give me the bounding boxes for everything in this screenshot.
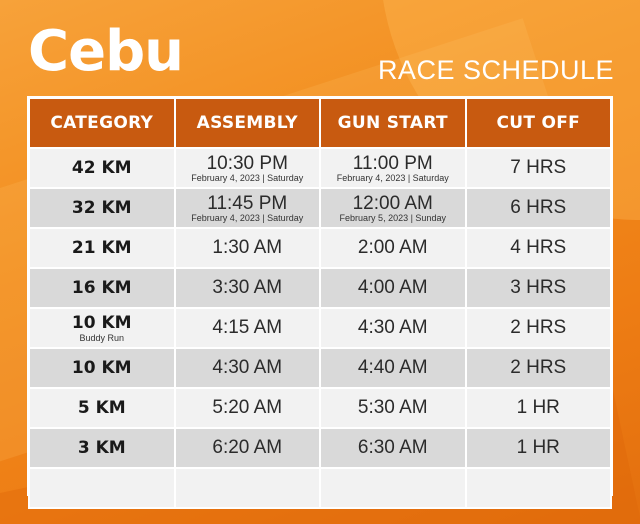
- gun-start-cell: [320, 148, 466, 188]
- cut-off-cell: 1 HR: [466, 428, 612, 468]
- gun-start-date: February 5, 2023 | Sunday: [339, 212, 446, 223]
- cut-off-cell: 3 HRS: [466, 268, 612, 308]
- assembly-time: 11:45 PM: [207, 192, 288, 214]
- assembly-date: February 4, 2023 | Saturday: [191, 212, 304, 223]
- table-row: [29, 388, 611, 428]
- assembly-cell: [175, 188, 321, 228]
- assembly-cell: 3:30 AM: [175, 268, 321, 308]
- empty-cell: [175, 468, 321, 508]
- assembly-cell: 5:20 AM: [175, 388, 321, 428]
- schedule-table: [27, 96, 613, 496]
- gun-start-time: 12:00 AM: [352, 192, 433, 214]
- category-cell: [29, 148, 175, 188]
- assembly-cell: 4:15 AM: [175, 308, 321, 348]
- gun-start-cell: 4:30 AM: [320, 308, 466, 348]
- category-value: 32 KM: [71, 197, 132, 218]
- assembly-cell: [175, 148, 321, 188]
- category-cell: [29, 308, 175, 348]
- cut-off-cell: 6 HRS: [466, 188, 612, 228]
- category-note: Buddy Run: [79, 332, 125, 343]
- table-row: [29, 148, 611, 188]
- table-row: [29, 348, 611, 388]
- gun-start-cell: 6:30 AM: [320, 428, 466, 468]
- category-cell: 21 KM: [29, 228, 175, 268]
- gun-start-cell: 2:00 AM: [320, 228, 466, 268]
- city-title: Cebu: [28, 19, 184, 84]
- table-row: [29, 308, 611, 348]
- cut-off-cell: 1 HR: [466, 388, 612, 428]
- column-header-category: CATEGORY: [29, 98, 175, 148]
- category-value: 10 KM: [71, 312, 132, 333]
- table-row: [29, 228, 611, 268]
- empty-cell: [29, 468, 175, 508]
- category-cell: 10 KM: [29, 348, 175, 388]
- assembly-date: February 4, 2023 | Saturday: [191, 172, 304, 183]
- cut-off-cell: 4 HRS: [466, 228, 612, 268]
- table-header-row: [29, 98, 611, 148]
- empty-cell: [466, 468, 612, 508]
- column-header-assembly: ASSEMBLY: [175, 98, 321, 148]
- category-cell: 5 KM: [29, 388, 175, 428]
- cut-off-cell: 2 HRS: [466, 308, 612, 348]
- table-row: [29, 188, 611, 228]
- category-value: 42 KM: [71, 157, 132, 178]
- table-row-empty: [29, 468, 611, 508]
- gun-start-cell: 4:00 AM: [320, 268, 466, 308]
- table-row: [29, 268, 611, 308]
- cut-off-cell: 2 HRS: [466, 348, 612, 388]
- gun-start-time: 11:00 PM: [352, 152, 433, 174]
- race-schedule-label: RACE SCHEDULE: [377, 55, 614, 85]
- gun-start-cell: [320, 188, 466, 228]
- gun-start-cell: 4:40 AM: [320, 348, 466, 388]
- assembly-cell: 4:30 AM: [175, 348, 321, 388]
- category-cell: 16 KM: [29, 268, 175, 308]
- column-header-gun-start: GUN START: [320, 98, 466, 148]
- column-header-cut-off: CUT OFF: [466, 98, 612, 148]
- assembly-time: 10:30 PM: [206, 152, 288, 174]
- schedule-grid: [28, 97, 612, 509]
- table-body: [29, 148, 611, 508]
- category-cell: 3 KM: [29, 428, 175, 468]
- table-row: [29, 428, 611, 468]
- category-cell: [29, 188, 175, 228]
- gun-start-cell: 5:30 AM: [320, 388, 466, 428]
- gun-start-date: February 4, 2023 | Saturday: [336, 172, 449, 183]
- assembly-cell: 6:20 AM: [175, 428, 321, 468]
- assembly-cell: 1:30 AM: [175, 228, 321, 268]
- empty-cell: [320, 468, 466, 508]
- cut-off-cell: 7 HRS: [466, 148, 612, 188]
